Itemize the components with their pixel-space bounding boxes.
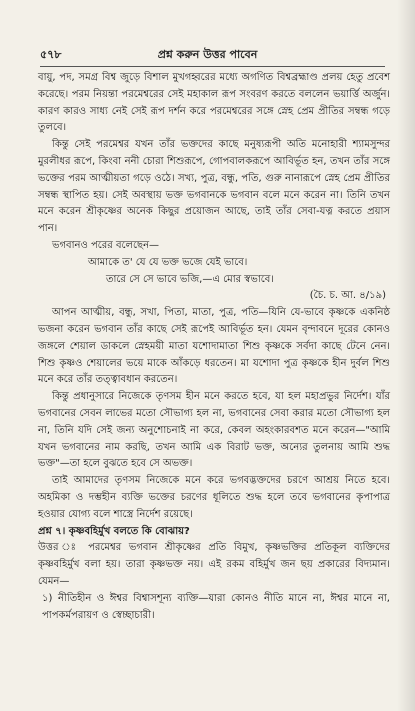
text-line: প্রেম প্রীতির সম্বন্ধ গড়ে তুলবে। xyxy=(38,105,390,134)
text-line: প্রবেশ করেছে। পরম নিয়ন্তা পরমেশ্বরের সেই মহাকাল রূপ সংবরণ করতে বললেন xyxy=(38,72,390,100)
running-title: প্রশ্ন করুন উত্তর পাবেন xyxy=(157,48,258,61)
question-heading: প্রশ্ন ৭। কৃষ্ণবহির্মুখ বলতে কি বোঝায়? xyxy=(38,525,190,537)
page-number: ৫৭৮ xyxy=(40,48,62,61)
paragraph-3: ভগবানও পরের বলেছেন— xyxy=(52,239,160,251)
text-line: কৃষ্ণবহির্মুখ বলা হয়। তারা কৃষ্ণভক্ত নয়। এই রকম বহির্মুখ জন ছয় প্রকারের বিদ্যমান। xyxy=(38,559,390,571)
text-line: কোনও জঙ্গলে শেয়াল ডাকলে স্নেহময়ী মাতা যশোদামাতা শিশু কৃষ্ণকে সর্বদা কাছে xyxy=(38,323,390,352)
text-line: আপন আত্মীয়, বন্ধু, সখা, পিতা, মাতা, পুত্র, পতি—যিনি যে-ভাবে কৃষ্ণকে একনিষ্ঠ xyxy=(52,307,390,319)
text-line: ভয়ার্ত্তি অর্জুন। কারণ কারও সাধ্য নেই সেই রূপ দর্শন করে পরমেশ্বরের সঙ্গে স্নেহ xyxy=(38,88,390,117)
text-line: টেনে নেন। শিশু কৃষ্ণও শেয়ালের ভয়ে মাকে আঁকড়ে ধরতেন। মা যশোদা পুত্র xyxy=(38,340,390,369)
text-line: বায়ু, পদ, সমগ্র বিশ্ব জুড়ে বিশাল মুখগহ্বরের মধ্যে অগণিত বিশ্বব্রহ্মাণ্ড প্রলয় হেতু xyxy=(38,72,368,83)
text-line: মনে করেন—"আমি যখন ভগবানের নাম করছি, তখন আমি এক বিরাট ভক্ত, অন্যের xyxy=(38,424,391,453)
text-line: ভজনা করেন ভগবান তাঁর কাছে সেই রূপেই আবির্ভূত হন। যেমন বৃন্দাবনে দূরের xyxy=(38,323,363,335)
text-line: কিন্তু প্রধানুসারে নিজেকে তৃণসম হীন মনে করতে হবে, যা হল মহাপ্রভুর নির্দেশ। xyxy=(52,391,376,403)
text-line: ১) নীতিহীন ও ঈশ্বর বিশ্বাসশূন্য ব্যক্তি—যারা কোনও নীতি মানে না, ঈশ্বর মানে xyxy=(42,592,378,604)
verse-reference: (চৈ. চ. আ. ৪/১৯) xyxy=(309,290,386,302)
paragraph-2 xyxy=(38,137,390,238)
text-line: অহমিকা ও দম্ভহীন ব্যক্তি ভক্তের চরণের ধূলিতে শুদ্ধ হলে তবে ভগবানের কৃপাপাত্র xyxy=(38,491,390,503)
verse-line-2: তারে সে সে ভাবে ভজি,—এ মোর স্বভাবে। xyxy=(106,273,274,285)
text-line: প্রেম প্রীতির সম্বন্ধ স্থাপিত হয়। সেই অবস্থায় ভক্ত ভগবানকে ভগবান বলে মনে xyxy=(38,172,390,201)
header-rule xyxy=(40,66,385,67)
page-header xyxy=(0,46,415,66)
answer-paragraph xyxy=(38,540,390,590)
paragraph-4 xyxy=(38,305,390,389)
text-line: যাঁর ভগবানের সেবন লাভের মতো সৌভাগ্য হল না, ভগবানের সেবা করার মতো xyxy=(38,391,390,419)
page-body xyxy=(38,70,390,624)
text-line: সঙ্গে ভক্তের পরম আত্মীয়তা গড়ে ওঠে। সখ্য, পুত্র, বন্ধু, পতি, গুরু নানারূপে স্নেহ xyxy=(38,155,390,184)
text-line: উত্তর ঃ পরমেশ্বর ভগবান শ্রীকৃষ্ণের প্রতি বিমুখ, কৃষ্ণভক্তির প্রতিকূল ব্যক্তিদের xyxy=(38,542,390,554)
text-line: যেমন— xyxy=(38,575,70,587)
spine-shadow xyxy=(397,0,415,711)
text-line: করেন না। তিনি তখন মনে করেন শ্রীকৃষ্ণের অনেক কিছুর প্রয়োজন আছে, তাই তাঁর xyxy=(38,189,390,218)
verse-line-1: আমাকে ত' যে যে ভক্ত ভজে যেই ভাবে। xyxy=(88,256,248,268)
paragraph-5 xyxy=(38,389,390,473)
text-line: সেবা-যত্ন করতে প্রয়াস পান। xyxy=(38,206,390,235)
text-line: হওয়ার যোগ্য বলে শাস্ত্রে নির্দেশ রয়েছে। xyxy=(38,508,193,520)
list-item-1 xyxy=(38,591,390,625)
text-line: তুলনায় আমি শুদ্ধ ভক্ত"—তা হলে বুঝতে হবে সে অভক্ত। xyxy=(38,441,391,470)
text-line: মুরলীধর রূপে, কিংবা ননী চোরা শিশুরূপে, গোপবালকরূপে আবির্ভূত হন, তখন তাঁর xyxy=(38,155,373,167)
text-line: সৌভাগ্য হল না, তিনি যদি সেই জন্য অনুশোচনাই না করে, কেবল অহংকারবশত xyxy=(38,407,390,436)
paragraph-6 xyxy=(38,473,390,523)
text-line: না, পাপকর্মপরায়ণ ও স্বেচ্ছাচারী। xyxy=(42,592,390,621)
text-line: তাই আমাদের তৃণসম নিজেকে মনে করে ভগবদ্ভক্তদের চরণে আশ্রয় নিতে হবে। xyxy=(52,475,390,487)
text-line: কিন্তু সেই পরমেশ্বর যখন তাঁর ভক্তদের কাছে মনুষ্যরূপী অতি মনোহারী শ্যামসুন্দর xyxy=(52,139,390,151)
text-line: কৃষ্ণকে হীন দুর্বল শিশু মনে করে তাঁর তত্ত্বাবধান করতেন। xyxy=(38,357,390,386)
paragraph-1 xyxy=(38,70,390,137)
